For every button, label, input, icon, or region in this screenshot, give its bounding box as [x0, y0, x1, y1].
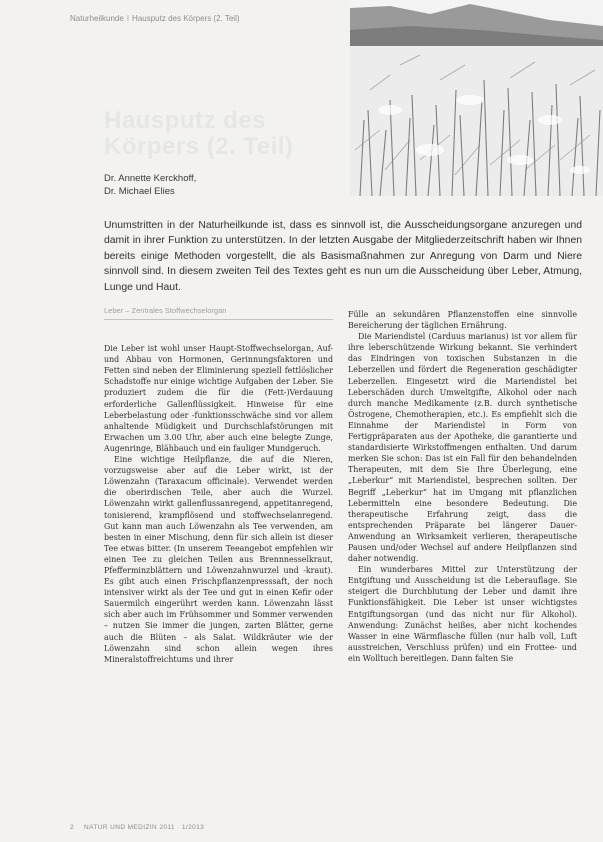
snowy-field-photo: [350, 0, 603, 196]
breadcrumb-title: Hausputz des Körpers (2. Teil): [132, 14, 240, 23]
page-footer: [70, 824, 204, 831]
article-title-line2: Körpers (2. Teil): [104, 133, 294, 160]
article-intro: Unumstritten in der Naturheilkunde ist, dass es sinnvoll ist, die Ausscheidungsorgane anzuregen und damit in ihrer Funktion zu unterstützen. In der letzten Ausgabe der Mitgliederzeitschrift haben wir Ihnen bereits einige Methoden vorgestellt, die als Basismaßnahmen zur Anregung von Darm und Niere sinnvoll sind. In diesem zweiten Teil des Textes geht es nun um die Ausscheidung über Leber, Atmung, Lunge und Haut.: [104, 220, 582, 293]
publication-name: NATUR UND MEDIZIN 2011 · 1/2013: [84, 824, 205, 831]
breadcrumb-separator: I: [126, 14, 130, 23]
article-title: [104, 108, 344, 160]
body-paragraph: Ein wunderbares Mittel zur Unterstützung der Entgiftung und Ausscheidung ist die Leberauflage. Sie steigert die Durchblutung der Leber und damit ihre Funktionsfähigkeit. Die Leber ist unser wichtigstes Entgiftungsorgan (und das nicht nur für Alkohol). Anwendung: Zunächst heißes, aber nicht kochendes Wasser in eine Wärmflasche füllen (nur halb voll, Luft ausstreichen, Verschluss prüfen) und ein Frottee- und ein Wolltuch bereitlegen. Dann falten Sie: [348, 565, 577, 663]
body-paragraph: Fülle an sekundären Pflanzenstoffen eine sinnvolle Bereicherung der täglichen Ernährung.: [348, 310, 577, 331]
body-paragraph: Die Leber ist wohl unser Haupt-Stoffwechselorgan, Auf- und Abbau von Hormonen, Gerinnungsfaktoren und Fetten sind neben der Eliminierung speziell fettlöslicher Schadstoffe nur einige wichtige Aufgaben der Leber. Sie produziert zudem die für die (Fett-)Verdauung erforderliche Gallenflüssigkeit. Hinweise für eine Leberbelastung oder -funktionsschwäche sind vor allem anhaltende Müdigkeit und Durchschlafstörungen mit Erwachen um 3.00 Uhr, aber auch eine belegte Zunge, Augenringe, Blähbauch und ein fauliger Mundgeruch.: [104, 344, 333, 453]
author-name: Dr. Michael Elies: [104, 186, 175, 197]
body-paragraph: Eine wichtige Heilpflanze, die auf die Nieren, vorzugsweise aber auf die Leber wirkt, ist der Löwenzahn (Taraxacum officinale). Verwendet werden die oberirdischen Teile, aber auch die Wurzel. Löwenzahn wirkt gallenflussanregend, appetitanregend, tonisierend, krampflösend und stoffwechselanregend. Gut kann man auch Löwenzahn als Tee verwenden, am besten in einer Mischung, denn für sich allein ist dieser Tee etwas bitter. (In unserem Teeangebot empfehlen wir einen Tee zu gleichen Teilen aus Brennnesselkraut, Pfefferminzblättern und Löwenzahnwurzel und -kraut). Es gibt auch einen Frischpflanzenpresssaft, der noch intensiver wirkt als der Tee und gut in einen Kefir oder Sauermilch eingerührt werden kann. Löwenzahn lässt sich aber auch im Frühsommer und Sommer verwenden – nutzen Sie immer die jungen, zarten Blätter, gerne auch die Blüten – als Salat. Wildkräuter wie der Löwenzahn sind schon allein wegen ihres Mineralstoffreichtums und ihrer: [104, 455, 333, 664]
breadcrumb-section[interactable]: Naturheilkunde: [70, 14, 124, 23]
body-paragraph: Die Mariendistel (Carduus marianus) ist vor allem für ihre leberschützende Wirkung bekannt. Sie verhindert das Eindringen von toxischen Substanzen in die Leberzellen und fördert die Regeneration geschädigter Leberzellen. Eingesetzt wird die Mariendistel bei Leberschäden durch Umweltgifte, Alkohol oder nach durch manche Medikamente (z.B. durch synthetische Östrogene, Chemotherapien, etc.). Es empfiehlt sich die Einnahme der Mariendistel in Form von Fertigpräparaten aus der Apotheke, die garantierte und standardisierte Wirkstoffmengen enthalten. Und darum merken Sie schon: Das ist ein Fall für den behandelnden Therapeuten, mit dem Sie Ihre Überlegung, eine „Leberkur“ mit Mariendistel, besprechen sollten. Der Begriff „Leberkur“ hat im Umgang mit pflanzlichen Lebermitteln eine besondere Bedeutung. Die therapeutische Erfahrung zeigt, dass die entsprechenden Präparate bei längerer Dauer-Anwendung an Wirksamkeit verlieren, therapeutische Pausen und/oder Wechsel auf andere Heilpflanzen sind daher notwendig.: [348, 332, 577, 564]
text-column-left: [104, 305, 333, 665]
section-subheading: Leber – Zentrales Stoffwechselorgan: [104, 305, 333, 320]
page-number: 2: [70, 824, 75, 831]
breadcrumb: [70, 14, 240, 23]
author-name: Dr. Annette Kerckhoff,: [104, 173, 197, 184]
article-title-line1: Hausputz des: [104, 107, 267, 134]
text-column-right: [348, 309, 577, 664]
authors: [104, 172, 196, 198]
header-photo: [350, 0, 603, 196]
